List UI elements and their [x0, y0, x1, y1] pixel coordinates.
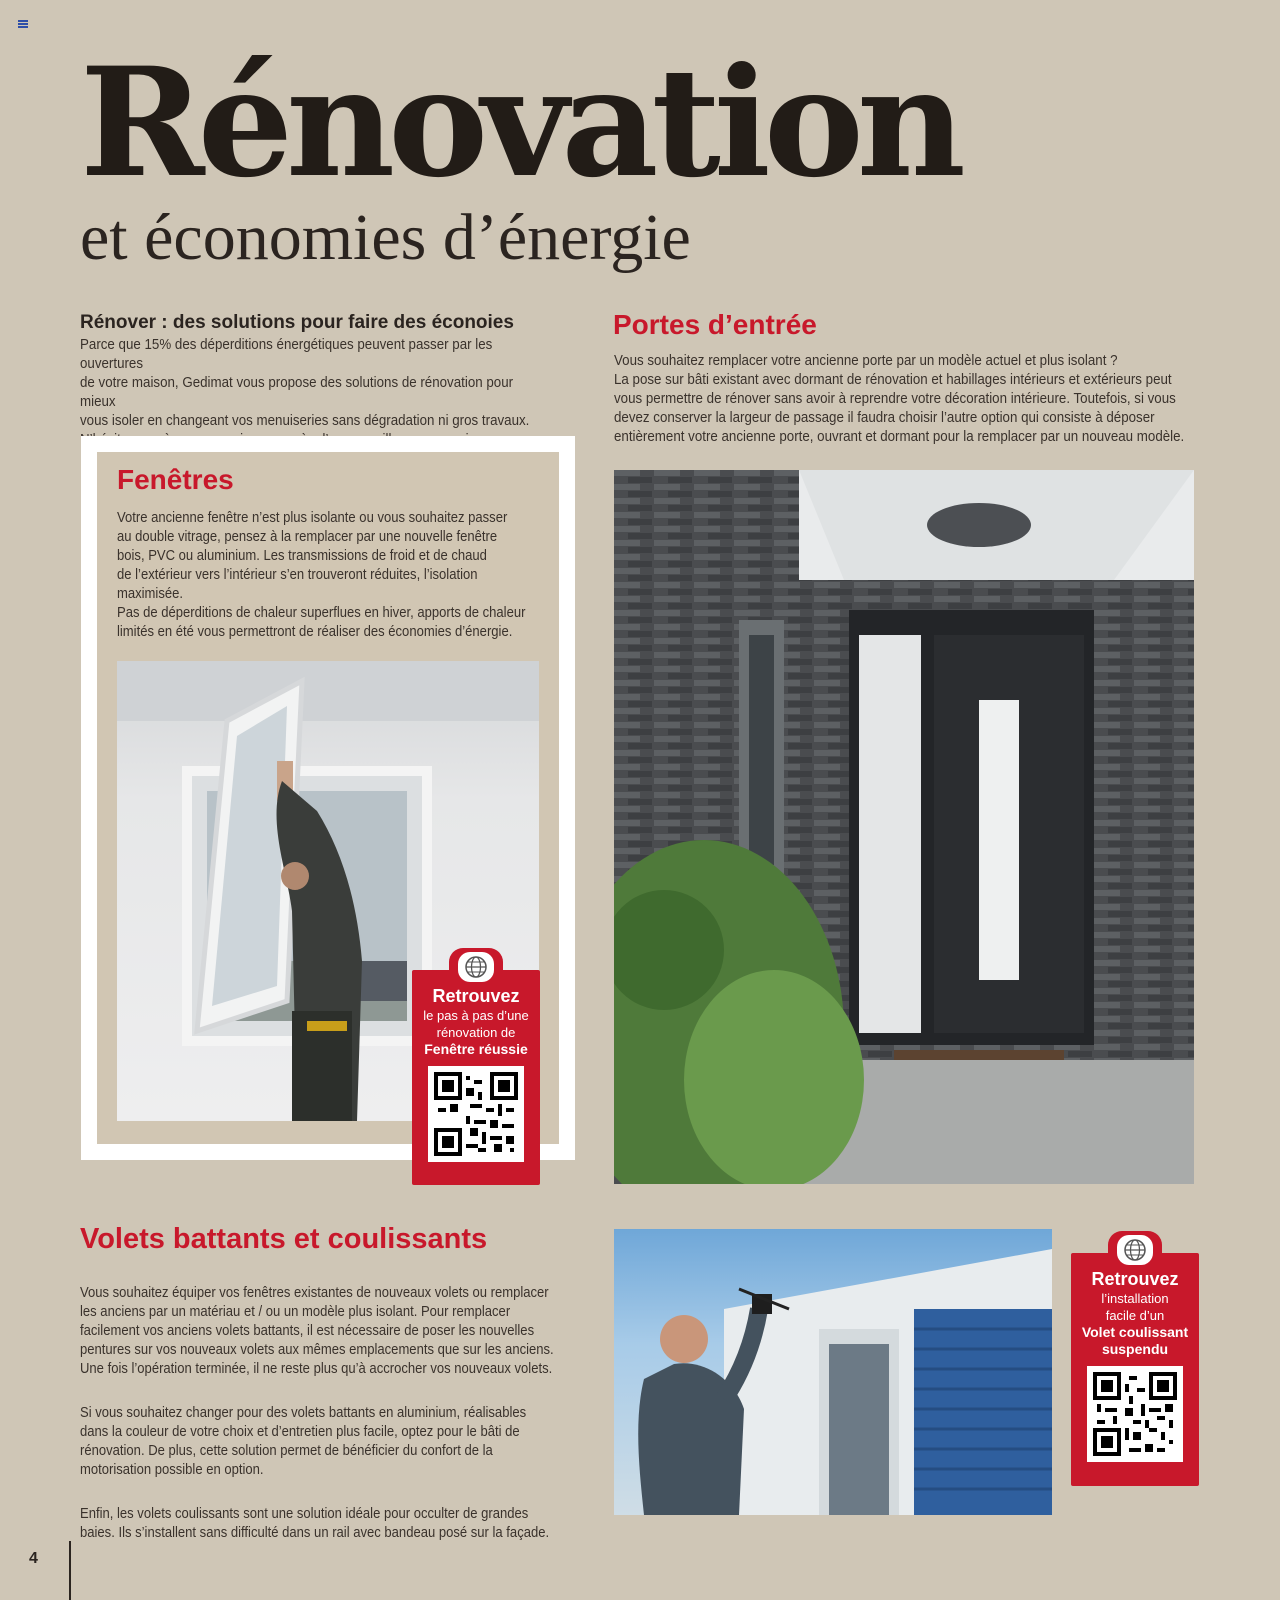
qr-badge-volet[interactable]	[1071, 1253, 1199, 1486]
shutter-install-photo	[614, 1229, 1052, 1515]
qr-title: Retrouvez	[432, 986, 520, 1006]
qr-code-icon[interactable]	[1087, 1366, 1183, 1462]
volets-paragraph-3: Enfin, les volets coulissants sont une solution idéale pour occulter de grandes baies. Ils s’installent sans difficulté dans un rail avec bandeau posé sur la façade.	[80, 1506, 550, 1541]
globe-icon	[458, 952, 494, 982]
qr-strong: Fenêtre réussie	[424, 1041, 528, 1057]
volets-paragraph-2: Si vous souhaitez changer pour des volets battants en aluminium, réalisables dans la couleur de votre choix et d’entretien plus facile, optez pour le bâti de rénovation. De plus, cette solution permet de bénéficier du confort de la motorisation possible en option.	[80, 1405, 527, 1478]
qr-line-1: l’installation	[1101, 1291, 1169, 1306]
entrance-door-illustration	[614, 470, 1194, 1184]
intro-heading: Rénover : des solutions pour faire des éconoies	[80, 312, 514, 333]
fenetres-text: Votre ancienne fenêtre n’est plus isolante ou vous souhaitez passer au double vitrage, pensez à la remplacer par une nouvelle fenêtre bois, PVC ou aluminium. Les transmissions de froid et de chaud de l’extérieur vers l’intérieur s’en trouveront réduites, l’isolation maximisée. Pas de déperditions de chaleur superflues en hiver, apports de chaleur limités en été vous permettront de réaliser des économies d’énergie.	[117, 510, 526, 640]
qr-line-2: rénovation de	[436, 1025, 516, 1040]
qr-title: Retrouvez	[1091, 1269, 1179, 1289]
qr-strong-2: suspendu	[1101, 1341, 1169, 1357]
globe-icon	[1117, 1235, 1153, 1265]
qr-tab	[449, 948, 503, 984]
volets-heading: Volets battants et coulissants	[80, 1223, 488, 1255]
qr-line-1: le pas à pas d’une	[423, 1008, 529, 1023]
page-divider	[69, 1541, 71, 1600]
volets-paragraph-1: Vous souhaitez équiper vos fenêtres existantes de nouveaux volets ou remplacer les anciens par un matériau et / ou un modèle plus isolant. Pour remplacer facilement vos anciens volets battants, il est nécessaire de poser les nouvelles pentures sur vos nouveaux volets aux mêmes emplacements que sur les anciens. Une fois l’opération terminée, il ne reste plus qu’à accrocher vos nouveaux volets.	[80, 1285, 554, 1377]
intro-text: Parce que 15% des déperditions énergétiques peuvent passer par les ouvertures de votre maison, Gedimat vous propose des solutions de rénovation pour mieux vous isoler en changeant vos menuiseries sans dégradation ni gros travaux.	[80, 337, 530, 429]
menu-icon[interactable]	[18, 20, 28, 28]
portes-heading: Portes d’entrée	[613, 309, 817, 340]
page-subtitle: et économies d’énergie	[80, 201, 691, 274]
portes-text: Vous souhaitez remplacer votre ancienne porte par un modèle actuel et plus isolant ? La pose sur bâti existant avec dormant de rénovation et habillages intérieurs et extérieurs peut vous permettre de rénover sans avoir à reprendre votre décoration intérieure. Toutefois, si vous devez conserver la largeur de passage il faudra choisir l’autre option qui consiste à déposer entièrement votre ancienne porte, ouvrant et dormant pour la remplacer par un nouveau modèle.	[614, 353, 1185, 445]
page-number: 4	[29, 1550, 38, 1567]
shutter-install-illustration	[614, 1229, 1052, 1515]
qr-badge-fenetre[interactable]	[412, 970, 540, 1185]
fenetres-heading: Fenêtres	[117, 464, 234, 495]
qr-line-2: facile d’un	[1105, 1308, 1165, 1323]
qr-strong-1: Volet coulissant	[1081, 1324, 1189, 1340]
qr-tab	[1108, 1231, 1162, 1267]
page-title: Rénovation	[80, 35, 959, 211]
entrance-door-photo	[614, 470, 1194, 1184]
volets-text	[80, 1265, 566, 1568]
qr-code-icon[interactable]	[428, 1066, 524, 1162]
